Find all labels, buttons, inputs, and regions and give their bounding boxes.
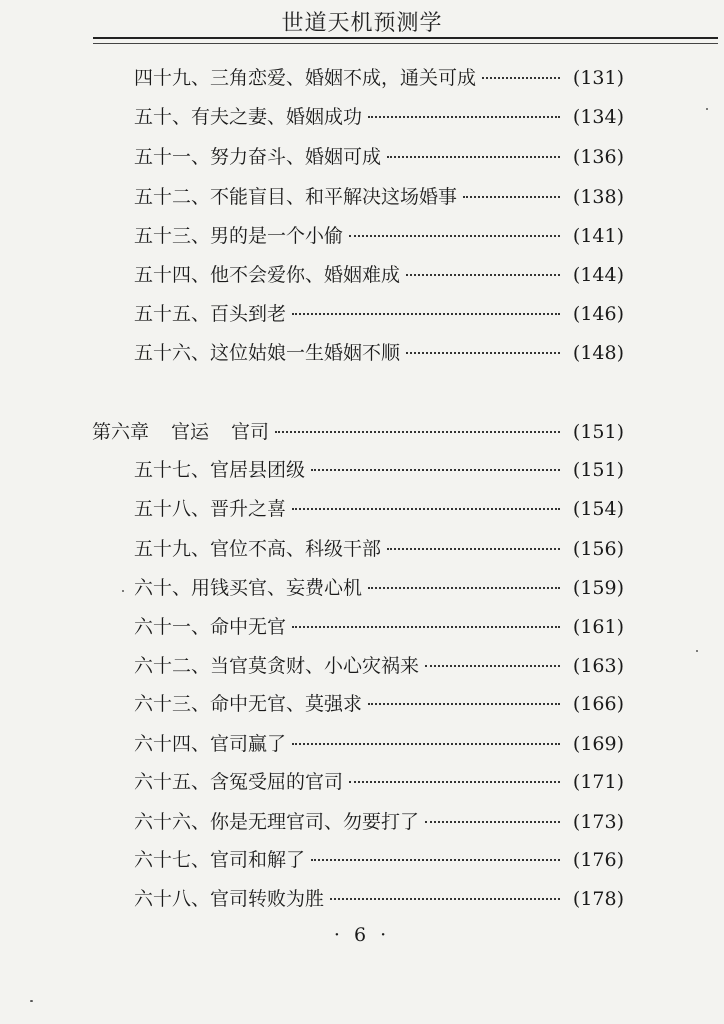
toc-entry-page: (131): [572, 67, 624, 89]
toc-entry-page: (136): [572, 146, 624, 168]
toc-entry: [134, 143, 624, 171]
dot-leader: [292, 625, 560, 628]
toc-entry-label: 五十三、男的是一个小偷: [134, 225, 344, 247]
toc-entry: [134, 300, 624, 328]
toc-entry: [134, 574, 624, 602]
toc-entry: [134, 690, 624, 718]
dot-leader: [368, 702, 560, 705]
toc-entry-page: (154): [572, 498, 624, 520]
dot-leader: [387, 155, 560, 158]
toc-entry-page: (169): [572, 733, 624, 755]
chapter-page: (151): [572, 421, 624, 443]
dot-leader: [292, 507, 560, 510]
toc-entry-label: 五十一、努力奋斗、婚姻可成: [134, 146, 382, 168]
toc-entry: [134, 768, 624, 796]
dot-leader: [275, 430, 560, 433]
chapter-title-part-b: 官司: [231, 421, 270, 443]
dot-leader: [311, 468, 560, 471]
dot-leader: [292, 312, 560, 315]
chapter-heading: [92, 418, 624, 446]
dot-leader: [292, 742, 560, 745]
toc-entry: [134, 64, 624, 92]
toc-entry: [134, 456, 624, 484]
toc-entry-label: 六十四、官司赢了: [134, 733, 287, 755]
page-number: · 6 ·: [333, 924, 391, 946]
toc-entry-label: 六十二、当官莫贪财、小心灾祸来: [134, 655, 420, 677]
toc-entry-page: (173): [572, 811, 624, 833]
dot-leader: [349, 234, 560, 237]
toc-entry-label: 五十九、官位不高、科级干部: [134, 538, 382, 560]
dot-leader: [368, 586, 560, 589]
toc-entry: [134, 808, 624, 836]
dot-leader: [425, 820, 560, 823]
dot-leader: [406, 351, 560, 354]
toc-entry: [134, 535, 624, 563]
toc-entry-label: 四十九、三角恋爱、婚姻不成，通关可成: [134, 67, 477, 89]
toc-entry: [134, 495, 624, 523]
scan-speck: [696, 650, 698, 652]
toc-entry-page: (178): [572, 888, 624, 910]
toc-entry-label: 六十一、命中无官: [134, 616, 287, 638]
dot-leader: [349, 780, 560, 783]
toc-entry-page: (141): [572, 225, 624, 247]
dot-leader: [387, 547, 560, 550]
chapter-title-part-a: 官运: [171, 421, 210, 443]
toc-entry: [134, 846, 624, 874]
toc-entry: [134, 652, 624, 680]
toc-entry-page: (151): [572, 459, 624, 481]
toc-entry: [134, 222, 624, 250]
toc-entry-label: 五十四、他不会爱你、婚姻难成: [134, 264, 401, 286]
chapter-label: [92, 418, 269, 446]
toc-entry-page: (134): [572, 106, 624, 128]
toc-entry-label: 六十三、命中无官、莫强求: [134, 693, 363, 715]
toc-entry: [134, 613, 624, 641]
toc-entry: [134, 261, 624, 289]
scan-speck: [122, 590, 124, 592]
dot-leader: [311, 858, 560, 861]
toc-entry-label: 六十八、官司转败为胜: [134, 888, 325, 910]
toc-entry: [134, 183, 624, 211]
scan-speck: [30, 1000, 33, 1002]
scan-speck: [706, 108, 708, 110]
dot-leader: [406, 273, 560, 276]
toc-entry: [134, 730, 624, 758]
running-header: 世道天机预测学: [281, 11, 443, 36]
toc-entry-page: (163): [572, 655, 624, 677]
toc-entry-page: (161): [572, 616, 624, 638]
toc-entry-label: 六十、用钱买官、妄费心机: [134, 577, 363, 599]
dot-leader: [330, 897, 560, 900]
chapter-number: 第六章: [92, 421, 150, 443]
toc-entry-label: 五十六、这位姑娘一生婚姻不顺: [134, 342, 401, 364]
toc-entry-page: (171): [572, 771, 624, 793]
toc-entry-label: 六十七、官司和解了: [134, 849, 306, 871]
dot-leader: [482, 76, 560, 79]
toc-entry-label: 五十二、不能盲目、和平解决这场婚事: [134, 186, 458, 208]
toc-entry-label: 五十、有夫之妻、婚姻成功: [134, 106, 363, 128]
toc-entry-label: 六十五、含冤受屈的官司: [134, 771, 344, 793]
toc-entry: [134, 103, 624, 131]
toc-entry-page: (159): [572, 577, 624, 599]
toc-entry-label: 六十六、你是无理官司、勿要打了: [134, 811, 420, 833]
header-rule-thin: [93, 43, 718, 44]
toc-entry-label: 五十七、官居县团级: [134, 459, 306, 481]
header-rule-thick: [93, 37, 718, 39]
toc-entry-page: (138): [572, 186, 624, 208]
toc-entry-page: (176): [572, 849, 624, 871]
toc-entry-label: 五十五、百头到老: [134, 303, 287, 325]
toc-entry-page: (166): [572, 693, 624, 715]
toc-entry-page: (146): [572, 303, 624, 325]
toc-entry-page: (144): [572, 264, 624, 286]
toc-entry: [134, 339, 624, 367]
dot-leader: [368, 115, 560, 118]
toc-entry-page: (148): [572, 342, 624, 364]
dot-leader: [425, 664, 560, 667]
toc-entry-label: 五十八、晋升之喜: [134, 498, 287, 520]
toc-entry: [134, 885, 624, 913]
dot-leader: [463, 195, 560, 198]
toc-entry-page: (156): [572, 538, 624, 560]
